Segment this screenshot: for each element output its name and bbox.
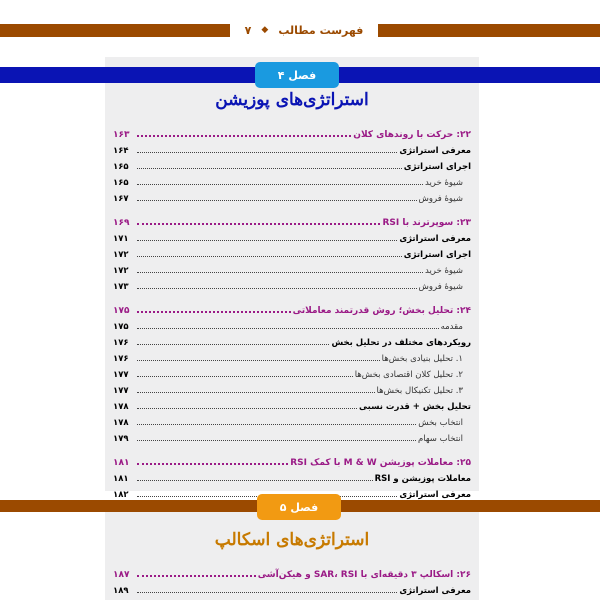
chapter-4-toc bbox=[113, 122, 471, 500]
toc-entry-text: ۲. تحلیل کلان اقتصادی بخش‌ها bbox=[354, 370, 463, 380]
toc-entry-text: شیوهٔ فروش bbox=[418, 282, 463, 292]
toc-dot-leader bbox=[137, 223, 380, 225]
toc-entry-row[interactable] bbox=[113, 580, 471, 596]
toc-dot-leader bbox=[137, 480, 373, 481]
toc-entry-text: رویکردهای مختلف در تحلیل بخش bbox=[331, 338, 471, 348]
toc-page-number: ۱۷۲ bbox=[113, 266, 129, 276]
chapter-5-title: استراتژی‌های اسکالپ bbox=[214, 530, 370, 550]
header-bar-right bbox=[378, 24, 600, 37]
toc-entry-text: انتخاب بخش bbox=[418, 418, 463, 428]
diamond-icon: ◆ bbox=[261, 25, 269, 35]
toc-page-number: ۱۷۵ bbox=[113, 306, 130, 316]
toc-entry-text: ۲۴: تحلیل بخش؛ روش قدرتمند معاملاتی bbox=[292, 306, 471, 316]
header-title-group bbox=[230, 19, 378, 41]
toc-entry-text: ۲۵: معاملات پوزیشن M & W با کمک RSI bbox=[290, 458, 471, 468]
toc-entry-text: ۲۲: حرکت با روندهای کلان bbox=[353, 130, 471, 140]
toc-entry-row[interactable] bbox=[113, 364, 471, 380]
toc-entry-text: شیوهٔ خرید bbox=[424, 266, 463, 276]
toc-entry-row[interactable] bbox=[113, 468, 471, 484]
toc-dot-leader bbox=[137, 463, 288, 465]
toc-page-number: ۱۷۱ bbox=[113, 234, 129, 244]
header-page-number: ۷ bbox=[244, 23, 252, 37]
toc-page-number: ۱۷۸ bbox=[113, 418, 129, 428]
toc-page-number: ۱۶۳ bbox=[113, 130, 130, 140]
toc-section-row[interactable] bbox=[113, 122, 471, 140]
toc-dot-leader bbox=[137, 328, 439, 329]
toc-entry-row[interactable] bbox=[113, 228, 471, 244]
toc-section-row[interactable] bbox=[113, 562, 471, 580]
toc-dot-leader bbox=[137, 344, 329, 345]
toc-entry-row[interactable] bbox=[113, 396, 471, 412]
chapter-4-title: استراتژی‌های پوزیشن bbox=[215, 90, 369, 110]
header-bar-left bbox=[0, 24, 230, 37]
toc-entry-row[interactable] bbox=[113, 244, 471, 260]
toc-entry-text: اجرای استراتژی bbox=[403, 162, 471, 172]
toc-entry-text: معرفی استراتژی bbox=[399, 234, 471, 244]
toc-page-number: ۱۸۱ bbox=[113, 474, 129, 484]
toc-dot-leader bbox=[137, 168, 402, 169]
toc-page-number: ۱۷۶ bbox=[113, 354, 129, 364]
header-title: فهرست مطالب bbox=[278, 23, 364, 37]
toc-page-number: ۱۶۴ bbox=[113, 146, 129, 156]
toc-entry-text: انتخاب سهام bbox=[418, 434, 463, 444]
toc-dot-leader bbox=[137, 408, 357, 409]
toc-page-number: ۱۷۷ bbox=[113, 370, 129, 380]
toc-entry-row[interactable] bbox=[113, 316, 471, 332]
toc-page-number: ۱۷۲ bbox=[113, 250, 129, 260]
toc-entry-row[interactable] bbox=[113, 276, 471, 292]
toc-entry-row[interactable] bbox=[113, 188, 471, 204]
toc-page-number: ۱۸۱ bbox=[113, 458, 130, 468]
toc-page-number: ۱۷۵ bbox=[113, 322, 129, 332]
toc-dot-leader bbox=[137, 200, 417, 201]
toc-page-number: ۱۷۸ bbox=[113, 402, 129, 412]
toc-entry-row[interactable] bbox=[113, 332, 471, 348]
toc-entry-text: ۱. تحلیل بنیادی بخش‌ها bbox=[381, 354, 463, 364]
toc-section-row[interactable] bbox=[113, 450, 471, 468]
toc-entry-text: تحلیل بخش + قدرت نسبی bbox=[359, 402, 471, 412]
toc-dot-leader bbox=[137, 376, 353, 377]
toc-entry-row[interactable] bbox=[113, 428, 471, 444]
toc-dot-leader bbox=[137, 240, 397, 241]
toc-page-number: ۱۸۷ bbox=[113, 570, 130, 580]
toc-entry-row[interactable] bbox=[113, 260, 471, 276]
toc-entry-text: اجرای استراتژی bbox=[403, 250, 471, 260]
toc-entry-text: معاملات پوزیشن و RSI bbox=[374, 474, 471, 484]
toc-page-number: ۱۷۶ bbox=[113, 338, 129, 348]
toc-entry-text: معرفی استراتژی bbox=[399, 146, 471, 156]
toc-page-number: ۱۸۲ bbox=[113, 490, 129, 500]
toc-dot-leader bbox=[137, 575, 256, 577]
toc-entry-text: مقدمه bbox=[440, 322, 463, 332]
toc-entry-row[interactable] bbox=[113, 348, 471, 364]
toc-section-row[interactable] bbox=[113, 210, 471, 228]
toc-entry-text: ۲۶: اسکالپ ۳ دقیقه‌ای با SAR، RSI و هیکن‌آشی bbox=[257, 570, 471, 580]
toc-dot-leader bbox=[137, 392, 375, 393]
chapter-4-tab: فصل ۴ bbox=[255, 62, 339, 88]
toc-dot-leader bbox=[137, 184, 423, 185]
toc-dot-leader bbox=[137, 152, 397, 153]
toc-dot-leader bbox=[137, 424, 416, 425]
toc-dot-leader bbox=[137, 135, 351, 137]
toc-page-number: ۱۶۷ bbox=[113, 194, 129, 204]
toc-section-row[interactable] bbox=[113, 298, 471, 316]
toc-entry-text: شیوهٔ فروش bbox=[418, 194, 463, 204]
toc-entry-text: معرفی استراتژی bbox=[399, 586, 471, 596]
toc-entry-text: ۲۳: سوپرترند با RSI bbox=[382, 218, 471, 228]
toc-dot-leader bbox=[137, 440, 416, 441]
toc-dot-leader bbox=[137, 256, 402, 257]
toc-entry-text: معرفی استراتژی bbox=[399, 490, 471, 500]
toc-entry-row[interactable] bbox=[113, 412, 471, 428]
toc-entry-row[interactable] bbox=[113, 140, 471, 156]
toc-page-number: ۱۸۹ bbox=[113, 586, 129, 596]
toc-dot-leader bbox=[137, 360, 380, 361]
toc-dot-leader bbox=[137, 288, 417, 289]
page-header bbox=[0, 0, 600, 52]
toc-page-number: ۱۷۷ bbox=[113, 386, 129, 396]
toc-entry-row[interactable] bbox=[113, 380, 471, 396]
toc-entry-text: شیوهٔ خرید bbox=[424, 178, 463, 188]
toc-dot-leader bbox=[137, 272, 423, 273]
toc-page-number: ۱۷۹ bbox=[113, 434, 129, 444]
toc-entry-row[interactable] bbox=[113, 156, 471, 172]
toc-dot-leader bbox=[137, 311, 291, 313]
toc-dot-leader bbox=[137, 592, 397, 593]
toc-page-number: ۱۶۵ bbox=[113, 178, 129, 188]
toc-page-number: ۱۶۵ bbox=[113, 162, 129, 172]
chapter-5-tab: فصل ۵ bbox=[257, 494, 341, 520]
toc-page-number: ۱۷۳ bbox=[113, 282, 129, 292]
toc-entry-text: ۳. تحلیل تکنیکال بخش‌ها bbox=[376, 386, 463, 396]
toc-page-number: ۱۶۹ bbox=[113, 218, 130, 228]
chapter-5-toc bbox=[113, 562, 471, 596]
toc-entry-row[interactable] bbox=[113, 172, 471, 188]
